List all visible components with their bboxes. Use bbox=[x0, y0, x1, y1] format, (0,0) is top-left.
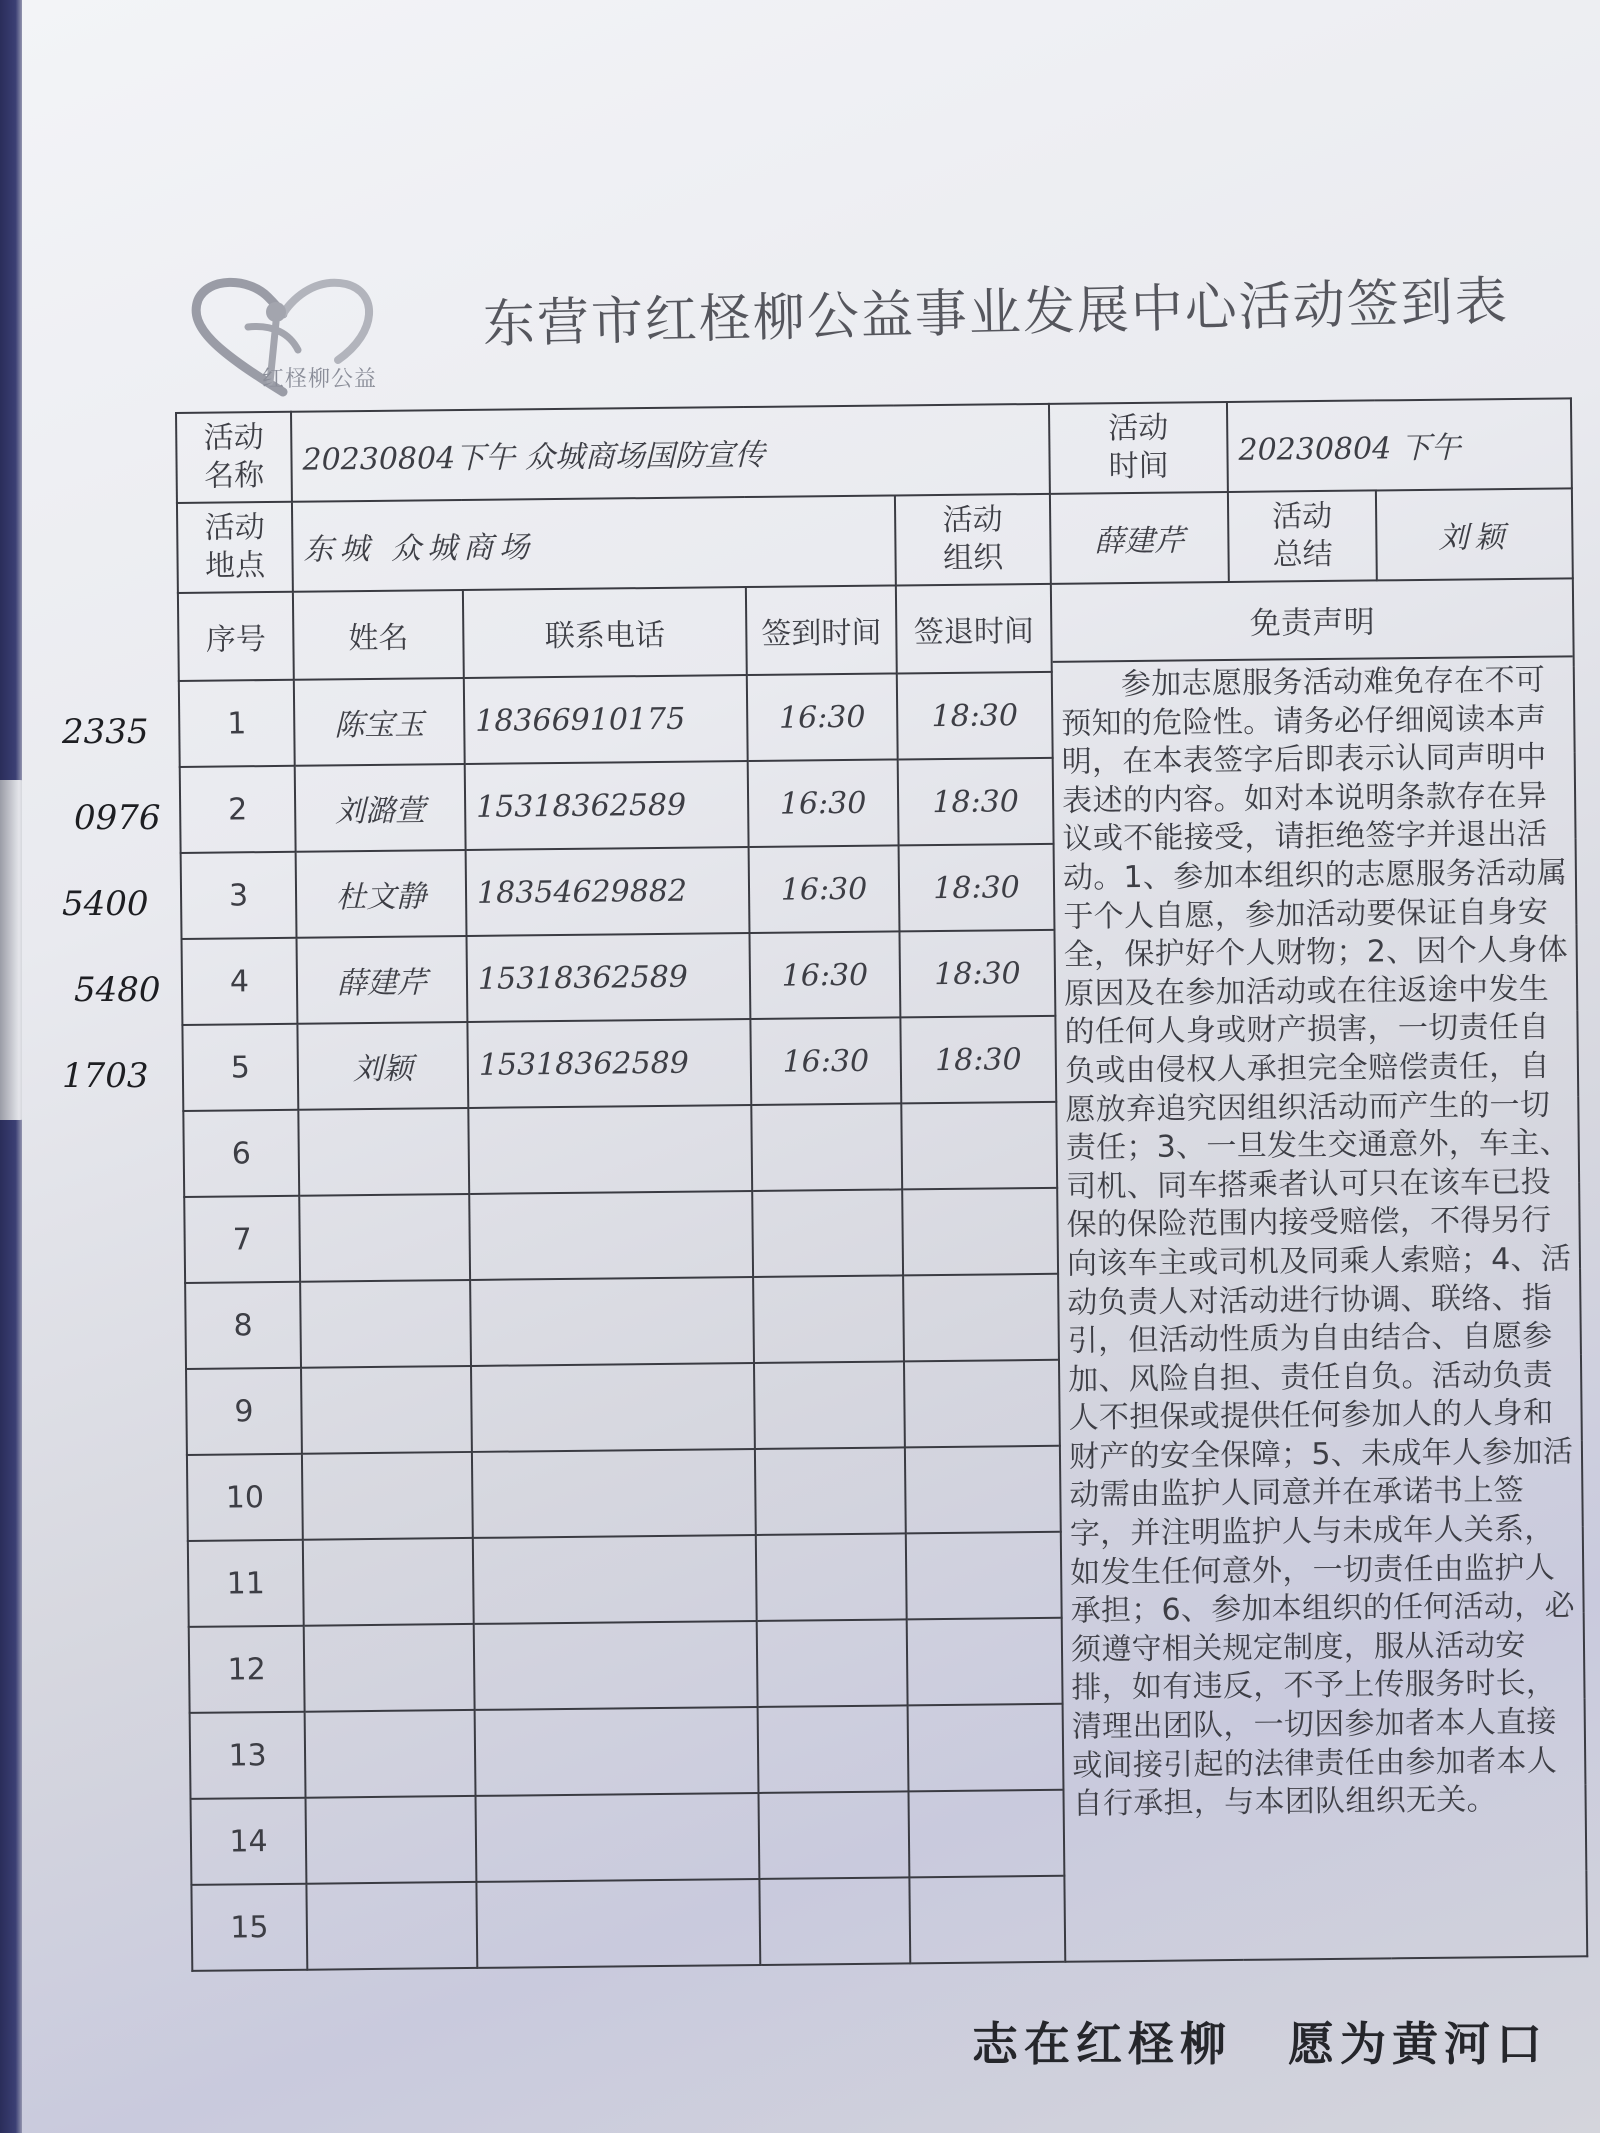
signin-time-cell[interactable]: 16:30 bbox=[750, 1017, 901, 1105]
attendance-grid bbox=[178, 578, 1587, 1971]
disclaimer-title: 免责声明 bbox=[1052, 585, 1573, 662]
row-number: 15 bbox=[191, 1884, 307, 1971]
phone-cell[interactable]: 18354629882 bbox=[466, 847, 750, 936]
col-header-signin: 签到时间 bbox=[746, 585, 897, 675]
col-header-name: 姓名 bbox=[293, 590, 464, 680]
signin-time-cell[interactable]: 16:30 bbox=[749, 845, 900, 933]
phone-cell[interactable] bbox=[470, 1277, 754, 1366]
activity-summary-value[interactable]: 刘颖 bbox=[1376, 488, 1573, 580]
signin-time-cell[interactable]: 16:30 bbox=[749, 931, 900, 1019]
row-number: 3 bbox=[181, 852, 297, 939]
margin-note: 2335 bbox=[62, 712, 149, 752]
phone-cell[interactable] bbox=[475, 1707, 759, 1796]
signin-form bbox=[175, 397, 1586, 1987]
phone-cell[interactable] bbox=[468, 1105, 752, 1194]
signin-time-cell[interactable] bbox=[754, 1361, 905, 1449]
row-number: 6 bbox=[183, 1110, 299, 1197]
signout-time-cell[interactable] bbox=[902, 1188, 1058, 1276]
signin-time-cell[interactable] bbox=[758, 1705, 909, 1793]
phone-cell[interactable]: 15318362589 bbox=[465, 761, 749, 850]
disclaimer-panel bbox=[1051, 578, 1587, 1961]
signout-time-cell[interactable]: 18:30 bbox=[899, 930, 1055, 1018]
activity-summary-label: 活动 总结 bbox=[1228, 490, 1377, 582]
signout-time-cell[interactable]: 18:30 bbox=[897, 672, 1053, 760]
row-activity-place bbox=[177, 488, 1573, 593]
row-number: 14 bbox=[191, 1798, 307, 1885]
signin-time-cell[interactable] bbox=[759, 1877, 910, 1965]
name-cell[interactable] bbox=[304, 1624, 475, 1712]
row-number: 4 bbox=[182, 938, 298, 1025]
name-cell[interactable]: 陈宝玉 bbox=[294, 678, 465, 766]
name-cell[interactable] bbox=[300, 1280, 471, 1368]
name-cell[interactable] bbox=[306, 1882, 477, 1970]
name-cell[interactable] bbox=[306, 1796, 477, 1884]
name-cell[interactable] bbox=[303, 1538, 474, 1626]
signout-time-cell[interactable] bbox=[909, 1876, 1065, 1964]
activity-name-label: 活动 名称 bbox=[176, 412, 292, 503]
signout-time-cell[interactable] bbox=[907, 1618, 1063, 1706]
name-cell[interactable]: 刘潞萱 bbox=[295, 764, 466, 852]
name-cell[interactable]: 薛建芹 bbox=[297, 936, 468, 1024]
row-number: 2 bbox=[180, 766, 296, 853]
column-header-row bbox=[178, 578, 1574, 681]
activity-org-value[interactable]: 薛建芹 bbox=[1050, 492, 1229, 584]
margin-note: 5480 bbox=[74, 970, 161, 1010]
activity-place-value[interactable]: 东城 众城商场 bbox=[292, 495, 896, 591]
signout-time-cell[interactable] bbox=[905, 1446, 1061, 1534]
activity-org-label: 活动 组织 bbox=[895, 494, 1051, 586]
row-number: 8 bbox=[185, 1282, 301, 1369]
signout-time-cell[interactable]: 18:30 bbox=[899, 844, 1055, 932]
logo-text: 红柽柳公益 bbox=[262, 367, 378, 392]
name-cell[interactable] bbox=[299, 1194, 470, 1282]
row-number: 12 bbox=[189, 1626, 305, 1713]
activity-place-label: 活动 地点 bbox=[177, 502, 293, 593]
row-number: 1 bbox=[179, 680, 295, 767]
phone-cell[interactable]: 15318362589 bbox=[467, 1019, 751, 1108]
row-number: 13 bbox=[190, 1712, 306, 1799]
margin-note: 1703 bbox=[62, 1056, 149, 1096]
phone-cell[interactable]: 18366910175 bbox=[464, 675, 748, 764]
margin-note: 0976 bbox=[74, 798, 161, 838]
phone-cell[interactable] bbox=[476, 1793, 760, 1882]
row-number: 10 bbox=[187, 1454, 303, 1541]
phone-cell[interactable] bbox=[476, 1879, 760, 1968]
name-cell[interactable] bbox=[298, 1108, 469, 1196]
col-header-signout: 签退时间 bbox=[896, 584, 1052, 674]
signin-time-cell[interactable]: 16:30 bbox=[748, 759, 899, 847]
page-title: 东营市红柽柳公益事业发展中心活动签到表 bbox=[482, 271, 1510, 355]
signout-time-cell[interactable]: 18:30 bbox=[900, 1016, 1056, 1104]
activity-time-value[interactable]: 20230804 下午 bbox=[1227, 398, 1572, 492]
activity-time-label: 活动 时间 bbox=[1049, 402, 1228, 494]
name-cell[interactable]: 杜文静 bbox=[296, 850, 467, 938]
signout-time-cell[interactable] bbox=[903, 1274, 1059, 1362]
row-number: 11 bbox=[188, 1540, 304, 1627]
name-cell[interactable] bbox=[301, 1366, 472, 1454]
phone-cell[interactable] bbox=[472, 1449, 756, 1538]
name-cell[interactable] bbox=[302, 1452, 473, 1540]
col-header-phone: 联系电话 bbox=[463, 587, 747, 678]
slogan-left: 志在红柽柳 bbox=[972, 2017, 1232, 2071]
signout-time-cell[interactable] bbox=[901, 1102, 1057, 1190]
col-header-no: 序号 bbox=[178, 592, 294, 681]
signout-time-cell[interactable] bbox=[904, 1360, 1060, 1448]
row-activity-name bbox=[176, 398, 1572, 503]
signout-time-cell[interactable] bbox=[906, 1532, 1062, 1620]
signin-time-cell[interactable] bbox=[753, 1275, 904, 1363]
signin-time-cell[interactable] bbox=[756, 1533, 907, 1621]
phone-cell[interactable]: 15318362589 bbox=[467, 933, 751, 1022]
disclaimer-body: 参加志愿服务活动难免存在不可预知的危险性。请务必仔细阅读本声明，在本表签字后即表示认同声明中表述的内容。如对本说明条款存在异议或不能接受，请拒绝签字并退出活动。1、参加本组织的志愿服务活动属于个人自愿，参加活动要保证自身安全，保护好个人财物；2、因个人身体原因及在参加活动或在往返途中发生的任何人身或财产损害，一切责任自负或由侵权人承担完全赔偿责任，自愿放弃追究因组织活动而产生的一切责任；3、一旦发生交通意外，车主、司机、同车搭乘者认可只在该车已投保的保险范围内接受赔偿，不得另行向该车主或司机及同乘人索赔；4、活动负责人对活动进行协调、联络、指引，但活动性质为自由结合、自愿参加、风险自担、责任自负。活动负责人不担保或提供任何参加人的人身和财产的安全保障；5、未成年人参加活动需由监护人同意并在承诺书上签字，并注明监护人与未成年人关系，如发生任何意外，一切责任由监护人承担；6、参加本组织的任何活动，必须遵守相关规定制度，服从活动安排，如有违反，不予上传服务时长，清理出团队，一切因参加者本人直接或间接引起的法律责任由参加者本人自行承担，与本团队组织无关。 bbox=[1061, 662, 1575, 1822]
phone-cell[interactable] bbox=[474, 1621, 758, 1710]
signin-time-cell[interactable] bbox=[751, 1103, 902, 1191]
signin-time-cell[interactable] bbox=[755, 1447, 906, 1535]
signout-time-cell[interactable] bbox=[908, 1790, 1064, 1878]
signin-time-cell[interactable] bbox=[752, 1189, 903, 1277]
activity-name-value[interactable]: 20230804下午 众城商场国防宣传 bbox=[291, 404, 1050, 502]
row-number: 5 bbox=[182, 1024, 298, 1111]
signin-time-cell[interactable] bbox=[757, 1619, 908, 1707]
row-number: 7 bbox=[184, 1196, 300, 1283]
margin-note: 5400 bbox=[62, 884, 149, 924]
name-cell[interactable]: 刘颖 bbox=[297, 1022, 468, 1110]
signin-time-cell[interactable] bbox=[758, 1791, 909, 1879]
name-cell[interactable] bbox=[305, 1710, 476, 1798]
row-number: 9 bbox=[186, 1368, 302, 1455]
phone-cell[interactable] bbox=[473, 1535, 757, 1624]
phone-cell[interactable] bbox=[471, 1363, 755, 1452]
signin-time-cell[interactable]: 16:30 bbox=[747, 673, 898, 761]
signout-time-cell[interactable]: 18:30 bbox=[898, 758, 1054, 846]
signout-time-cell[interactable] bbox=[908, 1704, 1064, 1792]
phone-cell[interactable] bbox=[469, 1191, 753, 1280]
slogan-right: 愿为黄河口 bbox=[1288, 2017, 1548, 2071]
